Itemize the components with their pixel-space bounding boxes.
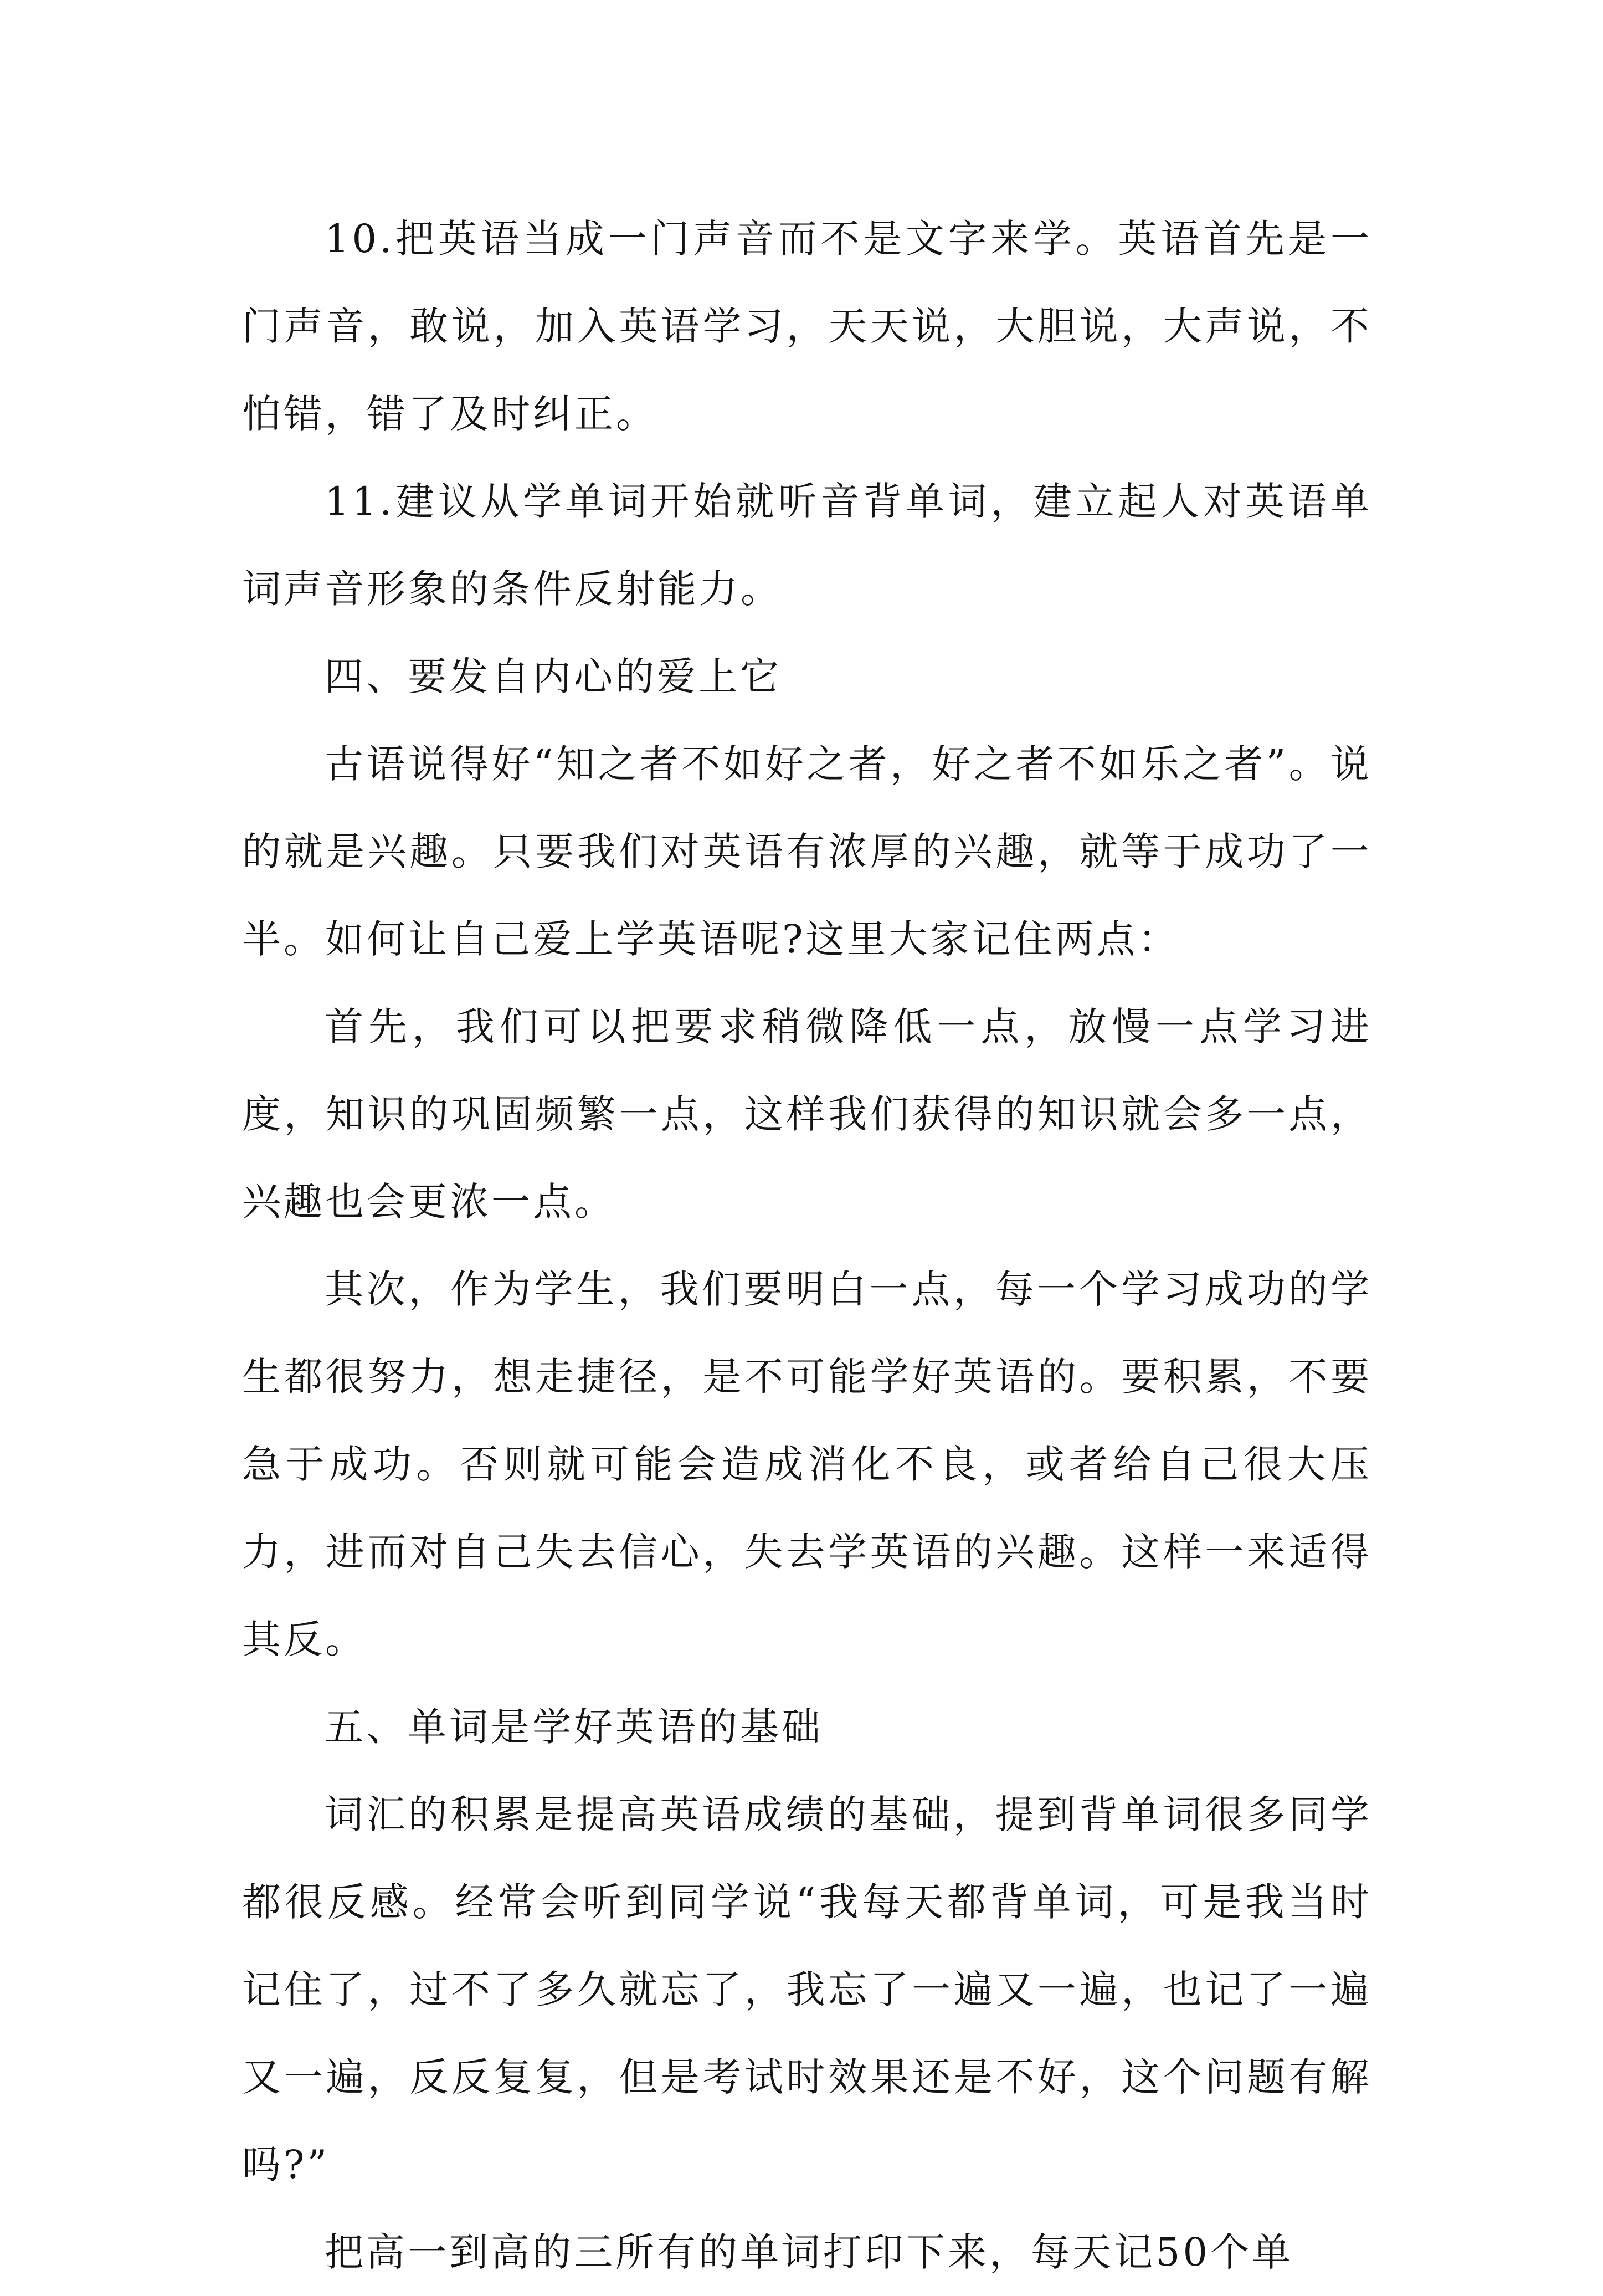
section-heading-4: 四、要发自内心的爱上它 bbox=[325, 654, 782, 699]
paragraph-proverb: 古语说得好“知之者不如好之者，好之者不如乐之者”。说的就是兴趣。只要我们对英语有浓厚的兴趣，就等于成功了一半。如何让自己爱上学英语呢?这里大家记住两点： bbox=[242, 741, 1372, 962]
document-body bbox=[242, 195, 1372, 2296]
paragraph-print-words: 把高一到高的三所有的单词打印下来，每天记50个单 bbox=[325, 2230, 1294, 2275]
paragraph-vocabulary: 词汇的积累是提高英语成绩的基础，提到背单词很多同学都很反感。经常会听到同学说“我每天都背单词，可是我当时记住了，过不了多久就忘了，我忘了一遍又一遍，也记了一遍又一遍，反反复复，但是考试时效果还是不好，这个问题有解吗?” bbox=[242, 1792, 1372, 2187]
paragraph-item-10: 10.把英语当成一门声音而不是文字来学。英语首先是一门声音，敢说，加入英语学习，天天说，大胆说，大声说，不怕错，错了及时纠正。 bbox=[242, 216, 1372, 437]
paragraph-first-point: 首先，我们可以把要求稍微降低一点，放慢一点学习进度，知识的巩固频繁一点，这样我们获得的知识就会多一点，兴趣也会更浓一点。 bbox=[242, 1004, 1372, 1224]
paragraph-second-point: 其次，作为学生，我们要明白一点，每一个学习成功的学生都很努力，想走捷径，是不可能学好英语的。要积累，不要急于成功。否则就可能会造成消化不良，或者给自己很大压力，进而对自己失去信心，失去学英语的兴趣。这样一来适得其反。 bbox=[242, 1267, 1372, 1662]
section-heading-5: 五、单词是学好英语的基础 bbox=[325, 1704, 823, 1750]
paragraph-item-11: 11.建议从学单词开始就听音背单词，建立起人对英语单词声音形象的条件反射能力。 bbox=[242, 479, 1372, 612]
